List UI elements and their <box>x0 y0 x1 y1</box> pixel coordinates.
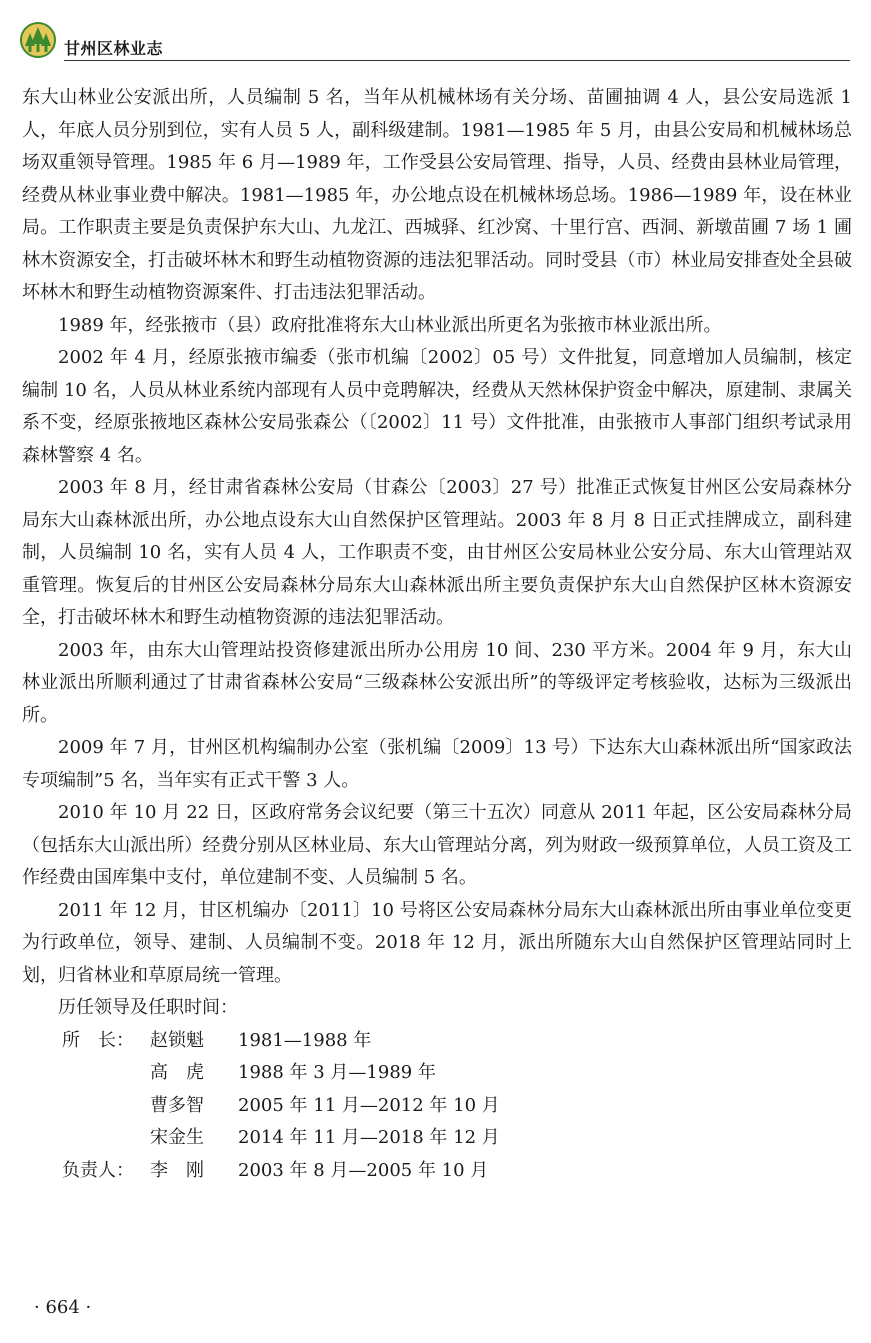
leader-role: 负责人： <box>62 1159 134 1181</box>
page-header <box>20 22 850 62</box>
paragraph: 2003 年 8 月，经甘肃省森林公安局（甘森公〔2003〕27 号）批准正式恢复甘州区公安局森林分局东大山森林派出所，办公地点设东大山自然保护区管理站。2003 年 8 月 8 日正式挂牌成立，副科建制，人员编制 10 名，实有人员 4 人，工作职责不变，由甘州区公安局林业公安分局、东大山管理站双重管理。恢复后的甘州区公安局森林分局东大山森林派出所主要负责保护东大山自然保护区林木资源安全，打击破坏林木和野生动植物资源的违法犯罪活动。 <box>22 477 852 628</box>
leader-row <box>22 1057 852 1090</box>
leader-name: 宋金生 <box>150 1127 204 1148</box>
leader-row <box>22 1122 852 1155</box>
leader-period: 1981—1988 年 <box>238 1029 372 1051</box>
paragraph: 东大山林业公安派出所，人员编制 5 名，当年从机械林场有关分场、苗圃抽调 4 人，县公安局选派 1 人，年底人员分别到位，实有人员 5 人，副科级建制。1981—1985 年 5 月，由县公安局和机械林场总场双重领导管理。1985 年 6 月—1989 年，工作受县公安局管理、指导，人员、经费由县林业局管理，经费从林业事业费中解决。1981—1985 年，办公地点设在机械林场总场。1986—1989 年，设在林业局。工作职责主要是负责保护东大山、九龙江、西城驿、红沙窝、十里行宫、西洞、新墩苗圃 7 场 1 圃林木资源安全，打击破坏林木和野生动植物资源的违法犯罪活动。同时受县（市）林业局安排查处全县破坏林木和野生动植物资源案件、打击违法犯罪活动。 <box>22 87 852 303</box>
leader-role: 所 长： <box>62 1029 134 1051</box>
paragraph: 2009 年 7 月，甘州区机构编制办公室（张机编〔2009〕13 号）下达东大山森林派出所“国家政法专项编制”5 名，当年实有正式干警 3 人。 <box>22 737 852 791</box>
leader-period: 2003 年 8 月—2005 年 10 月 <box>238 1159 489 1181</box>
leader-row <box>22 1025 852 1058</box>
leader-name: 曹多智 <box>150 1094 204 1116</box>
page-number: · 664 · <box>34 1297 92 1318</box>
paragraph: 2010 年 10 月 22 日，区政府常务会议纪要（第三十五次）同意从 2011 年起，区公安局森林分局（包括东大山派出所）经费分别从区林业局、东大山管理站分离，列为财政一级预算单位，人员工资及工作经费由国库集中支付，单位建制不变、人员编制 5 名。 <box>22 802 852 888</box>
leader-name: 赵锁魁 <box>150 1029 204 1051</box>
leader-row <box>22 1090 852 1123</box>
leader-period: 2014 年 11 月—2018 年 12 月 <box>238 1127 500 1148</box>
page-body <box>22 82 852 1187</box>
paragraph: 2002 年 4 月，经原张掖市编委（张市机编〔2002〕05 号）文件批复，同意增加人员编制，核定编制 10 名，人员从林业系统内部现有人员中竞聘解决，经费从天然林保护资金中解决，原建制、隶属关系不变，经原张掖地区森林公安局张森公（〔2002〕11 号）文件批准，由张掖市人事部门组织考试录用森林警察 4 名。 <box>22 347 852 466</box>
leader-row <box>22 1155 852 1188</box>
book-title: 甘州区林业志 <box>64 39 164 58</box>
leader-period: 1988 年 3 月—1989 年 <box>238 1062 436 1083</box>
leader-name: 李 刚 <box>150 1159 204 1181</box>
leader-period: 2005 年 11 月—2012 年 10 月 <box>238 1094 500 1116</box>
paragraph: 1989 年，经张掖市（县）政府批准将东大山林业派出所更名为张掖市林业派出所。 <box>58 314 722 336</box>
paragraph: 2003 年，由东大山管理站投资修建派出所办公用房 10 间、230 平方米。2004 年 9 月，东大山林业派出所顺利通过了甘肃省森林公安局“三级森林公安派出所”的等级评定考核验收，达标为三级派出所。 <box>22 639 852 726</box>
forest-trees-icon <box>20 22 56 58</box>
leaders-heading: 历任领导及任职时间： <box>58 997 238 1018</box>
header-divider <box>64 60 850 61</box>
leader-name: 高 虎 <box>150 1062 204 1083</box>
leaders-list <box>22 1025 852 1188</box>
paragraph: 2011 年 12 月，甘区机编办〔2011〕10 号将区公安局森林分局东大山森林派出所由事业单位变更为行政单位，领导、建制、人员编制不变。2018 年 12 月，派出所随东大山自然保护区管理站同时上划，归省林业和草原局统一管理。 <box>22 899 852 986</box>
